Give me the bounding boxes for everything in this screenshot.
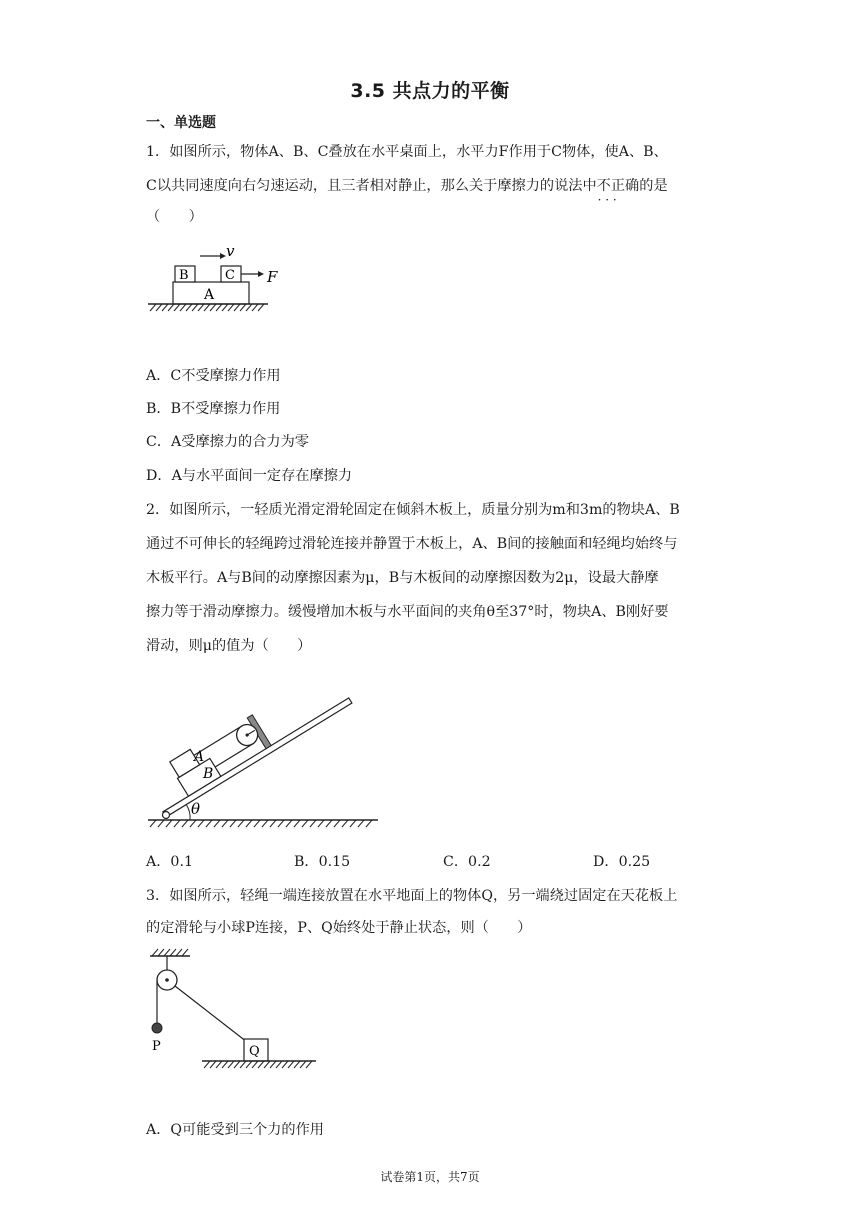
q1-stem-emphasis: 不正确 · · ·	[597, 178, 640, 194]
q2-option-a[interactable]: A．0.1	[146, 854, 193, 870]
q2-figure	[146, 672, 386, 832]
q1-figure	[146, 236, 306, 316]
q2-stem-line-4: 擦力等于滑动摩擦力。缓慢增加木板与水平面间的夹角θ至37°时，物块A、B刚好要	[146, 604, 669, 620]
q1-label-b: B	[179, 268, 189, 283]
q2-label-a: A	[194, 749, 205, 765]
q1-option-c[interactable]: C．A受摩擦力的合力为零	[146, 434, 309, 450]
q1-stem-line-2	[146, 176, 668, 196]
page-title: 3.5 共点力的平衡	[350, 80, 510, 102]
q1-label-f: F	[267, 268, 278, 286]
q3-stem-line-2: 的定滑轮与小球P连接，P、Q始终处于静止状态，则（ ）	[146, 920, 532, 936]
q3-ball-p	[152, 1023, 162, 1033]
section-heading: 一、单选题	[146, 115, 216, 131]
q3-ground-hatch	[204, 1061, 312, 1068]
q2-stem-line-3: 木板平行。A与B间的动摩擦因素为μ，B与木板间的动摩擦因数为2μ，设最大静摩	[146, 570, 659, 586]
q1-label-v: v	[226, 242, 235, 260]
q3-figure	[146, 948, 326, 1073]
q3-label-p: P	[152, 1039, 161, 1054]
q2-ground-hatch	[150, 820, 372, 827]
q2-option-b[interactable]: B．0.15	[294, 854, 351, 870]
q3-label-q: Q	[249, 1044, 260, 1059]
q1-label-c: C	[225, 268, 235, 283]
q3-ceiling-hatch	[152, 949, 188, 956]
q2-option-c[interactable]: C．0.2	[443, 854, 491, 870]
q1-answer-blank: （ ）	[146, 209, 203, 225]
q1-option-b[interactable]: B．B不受摩擦力作用	[146, 401, 281, 417]
page-footer: 试卷第1页，共7页	[380, 1170, 480, 1184]
q2-stem-line-5: 滑动，则μ的值为（ ）	[146, 638, 312, 654]
q2-label-b: B	[203, 766, 214, 782]
q1-stem-post: 的是	[639, 178, 668, 194]
q1-ground-hatch	[150, 304, 264, 311]
q1-option-a[interactable]: A．C不受摩擦力作用	[146, 368, 281, 384]
q1-stem-pre: C以共同速度向右匀速运动，且三者相对静止，那么关于摩擦力的说法中	[146, 178, 597, 194]
q1-label-a: A	[204, 287, 215, 303]
q3-stem-line-1: 3．如图所示，轻绳一端连接放置在水平地面上的物体Q，另一端绕过固定在天花板上	[146, 888, 678, 904]
q2-stem-line-1: 2．如图所示，一轻质光滑定滑轮固定在倾斜木板上，质量分别为m和3m的物块A、B	[146, 502, 680, 518]
q2-option-d[interactable]: D．0.25	[593, 854, 651, 870]
q1-stem-line-1: 1．如图所示，物体A、B、C叠放在水平桌面上，水平力F作用于C物体，使A、B、	[146, 144, 668, 160]
q3-option-a[interactable]: A．Q可能受到三个力的作用	[146, 1122, 324, 1138]
q3-pulley-axle	[165, 978, 169, 982]
q2-stem-line-2: 通过不可伸长的轻绳跨过滑轮连接并静置于木板上，A、B间的接触面和轻绳均始终与	[146, 536, 678, 552]
q1-force-arrowhead	[258, 271, 264, 277]
q1-option-d[interactable]: D．A与水平面间一定存在摩擦力	[146, 468, 353, 484]
q3-rope-to-q	[175, 986, 247, 1042]
q2-hinge	[163, 812, 170, 819]
q2-label-theta: θ	[191, 800, 201, 818]
q2-incline-board	[142, 665, 351, 817]
q2-angle-arc	[187, 805, 191, 820]
